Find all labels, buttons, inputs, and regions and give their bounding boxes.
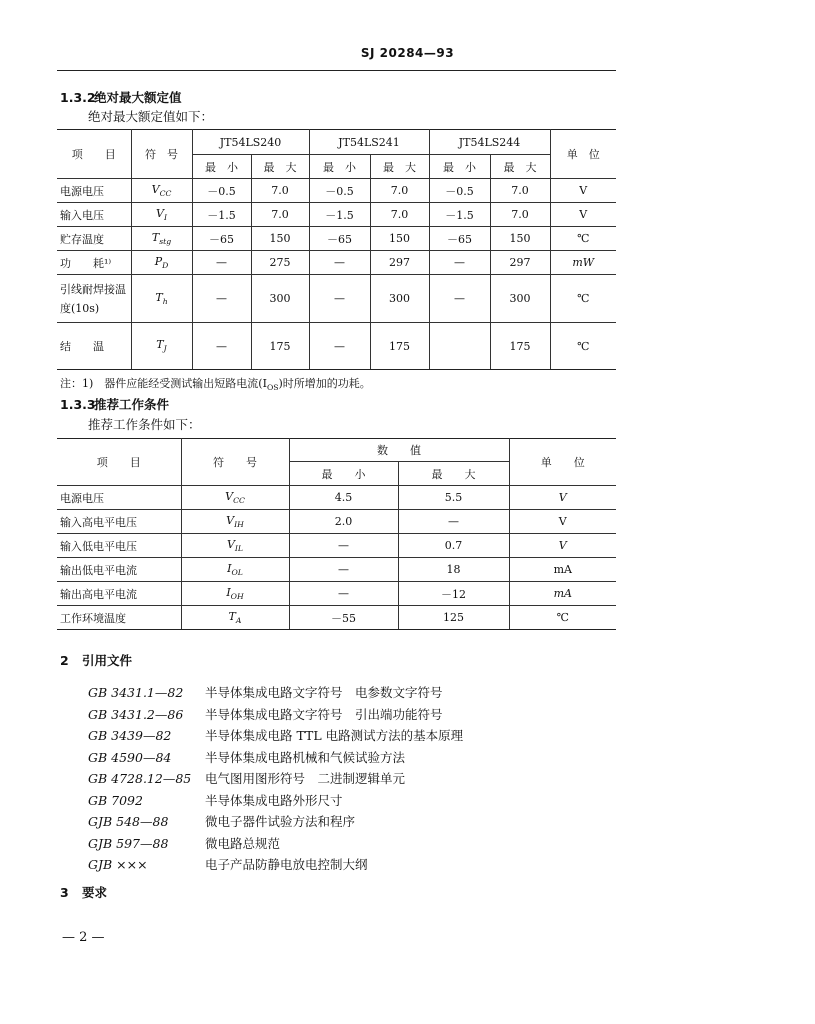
table-row (57, 323, 616, 370)
row-item: 输出高电平电流 (57, 582, 181, 606)
cell: 300 (370, 275, 429, 323)
header-item: 项 目 (57, 130, 131, 179)
header-unit: 单 位 (509, 439, 616, 486)
list-item (88, 768, 463, 790)
cell-max: 5.5 (398, 486, 509, 510)
header-min: 最 小 (192, 155, 251, 179)
cell: 175 (370, 323, 429, 370)
section-number: 2 (60, 653, 69, 668)
header-max: 最 大 (251, 155, 309, 179)
ref-title: 半导体集成电路文字符号 引出端功能符号 (205, 706, 443, 722)
table-row (57, 534, 616, 558)
table-row (57, 510, 616, 534)
row-symbol: $I_{OL}$ (181, 558, 289, 582)
cell: －1.5 (309, 203, 370, 227)
section-number: 1.3.3 (60, 397, 96, 412)
ref-code: GB 4590—84 (88, 749, 172, 765)
section-heading-1-3-3 (60, 395, 169, 413)
ref-title: 微电子器件试验方法和程序 (205, 814, 356, 829)
absolute-max-ratings-table (57, 129, 616, 370)
row-item: 输入低电平电压 (57, 534, 181, 558)
table-row (57, 179, 616, 203)
reference-list (88, 682, 463, 876)
cell: — (429, 275, 490, 323)
ref-title: 半导体集成电路 TTL 电路测试方法的基本原理 (205, 728, 464, 743)
section-number: 3 (60, 885, 69, 900)
row-symbol: $T_J$ (131, 323, 192, 370)
row-item: 输入高电平电压 (57, 510, 181, 534)
cell: 300 (490, 275, 550, 323)
cell-min: — (289, 558, 398, 582)
cell: 7.0 (251, 179, 309, 203)
row-unit: V (509, 534, 616, 558)
cell: －65 (192, 227, 251, 251)
header-value: 数 值 (289, 439, 509, 462)
list-item (88, 833, 463, 855)
section-intro: 绝对最大额定值如下： (88, 109, 214, 124)
header-item: 项 目 (57, 439, 181, 486)
row-unit: mA (509, 582, 616, 606)
ref-title: 半导体集成电路机械和气候试验方法 (205, 749, 406, 765)
ref-title: 半导体集成电路外形尺寸 (205, 792, 343, 808)
row-symbol: $T_{stg}$ (131, 227, 192, 251)
header-min: 最 小 (429, 155, 490, 179)
row-symbol: $P_D$ (131, 251, 192, 275)
header-min: 最 小 (309, 155, 370, 179)
header-min: 最 小 (289, 462, 398, 486)
cell: 297 (490, 251, 550, 275)
header-unit: 单 位 (550, 130, 616, 179)
cell: 7.0 (490, 203, 550, 227)
row-symbol: $V_{CC}$ (181, 486, 289, 510)
cell-max: 125 (398, 606, 509, 630)
cell: 7.0 (370, 179, 429, 203)
cell: — (429, 251, 490, 275)
recommended-conditions-table (57, 438, 616, 630)
section-title: 要求 (82, 885, 108, 900)
ref-title: 半导体集成电路文字符号 电参数文字符号 (205, 685, 443, 700)
cell: 7.0 (490, 179, 550, 203)
header-max: 最 大 (490, 155, 550, 179)
cell-min: — (289, 534, 398, 558)
row-item: 结 温 (57, 323, 131, 370)
cell: 7.0 (370, 203, 429, 227)
table-row (57, 606, 616, 630)
row-unit: V (509, 486, 616, 510)
table-row (57, 275, 616, 323)
ref-title: 电气图用图形符号 二进制逻辑单元 (205, 771, 406, 786)
cell: 150 (251, 227, 309, 251)
cell: 150 (370, 227, 429, 251)
header-device-3: JT54LS244 (429, 130, 550, 155)
cell-min: — (289, 582, 398, 606)
cell (429, 323, 490, 370)
ref-code: GB 4728.12—85 (88, 771, 192, 786)
table-row (57, 251, 616, 275)
row-unit: V (550, 203, 616, 227)
row-item: 引线耐焊接温度(10s) (57, 275, 131, 323)
cell-min: 2.0 (289, 510, 398, 534)
row-item: 电源电压 (57, 179, 131, 203)
section-heading-1-3-2 (60, 88, 182, 106)
standard-number-header: SJ 20284—93 (360, 46, 455, 60)
row-symbol: $I_{OH}$ (181, 582, 289, 606)
section-heading-2 (60, 651, 132, 669)
header-symbol: 符 号 (181, 439, 289, 486)
cell: －0.5 (309, 179, 370, 203)
section-title: 引用文件 (82, 653, 133, 668)
row-symbol: $V_{IH}$ (181, 510, 289, 534)
header-device-1: JT54LS240 (192, 130, 309, 155)
ref-code: GB 7092 (88, 792, 143, 808)
ref-title: 电子产品防静电放电控制大纲 (205, 857, 368, 872)
cell: 300 (251, 275, 309, 323)
cell: — (309, 251, 370, 275)
cell: — (192, 323, 251, 370)
cell-min: －55 (289, 606, 398, 630)
cell-max: 0.7 (398, 534, 509, 558)
cell-max: — (398, 510, 509, 534)
ref-code: GB 3431.2—86 (88, 706, 184, 722)
cell-max: 18 (398, 558, 509, 582)
cell-min: 4.5 (289, 486, 398, 510)
cell: 150 (490, 227, 550, 251)
row-symbol: $T_A$ (181, 606, 289, 630)
ref-code: GJB ××× (88, 857, 148, 872)
list-item (88, 811, 463, 833)
cell: 275 (251, 251, 309, 275)
row-item: 贮存温度 (57, 227, 131, 251)
row-item: 电源电压 (57, 486, 181, 510)
cell: 297 (370, 251, 429, 275)
row-unit: V (550, 179, 616, 203)
row-item: 功 耗¹⁾ (57, 251, 131, 275)
list-item (88, 747, 463, 769)
section-intro: 推荐工作条件如下： (88, 417, 201, 432)
row-item: 工作环境温度 (57, 606, 181, 630)
header-symbol: 符 号 (131, 130, 192, 179)
header-max: 最 大 (398, 462, 509, 486)
ref-code: GB 3439—82 (88, 728, 172, 743)
row-unit: ℃ (550, 275, 616, 323)
row-item: 输入电压 (57, 203, 131, 227)
cell: — (192, 251, 251, 275)
ref-code: GJB 548—88 (88, 814, 169, 829)
row-unit: V (509, 510, 616, 534)
table-row (57, 227, 616, 251)
cell: 175 (251, 323, 309, 370)
header-rule (57, 70, 616, 71)
table-row (57, 582, 616, 606)
row-symbol: $V_I$ (131, 203, 192, 227)
page-number: — 2 — (62, 930, 105, 945)
section-number: 1.3.2 (60, 90, 96, 105)
section-title: 绝对最大额定值 (94, 90, 182, 105)
list-item (88, 725, 463, 747)
table-row (57, 558, 616, 582)
ref-code: GJB 597—88 (88, 835, 169, 851)
list-item (88, 682, 463, 704)
row-unit: ℃ (550, 323, 616, 370)
header-max: 最 大 (370, 155, 429, 179)
cell: －65 (309, 227, 370, 251)
section-heading-3 (60, 883, 107, 901)
cell: 7.0 (251, 203, 309, 227)
list-item (88, 790, 463, 812)
row-item: 输出低电平电流 (57, 558, 181, 582)
row-symbol: $T_h$ (131, 275, 192, 323)
cell: －1.5 (192, 203, 251, 227)
row-symbol: $V_{IL}$ (181, 534, 289, 558)
cell: — (192, 275, 251, 323)
row-unit: mW (550, 251, 616, 275)
row-symbol: $V_{CC}$ (131, 179, 192, 203)
table-row (57, 486, 616, 510)
cell: －0.5 (192, 179, 251, 203)
table-footnote: 注：1) 器件应能经受测试输出短路电流$(I_{OS})$时所增加的功耗。 (60, 377, 371, 393)
cell-max: －12 (398, 582, 509, 606)
ref-title: 微电路总规范 (205, 835, 281, 851)
cell: －1.5 (429, 203, 490, 227)
cell: — (309, 323, 370, 370)
row-unit: ℃ (509, 606, 616, 630)
row-unit: ℃ (550, 227, 616, 251)
row-unit: mA (509, 558, 616, 582)
header-device-2: JT54LS241 (309, 130, 429, 155)
cell: －0.5 (429, 179, 490, 203)
table-row (57, 203, 616, 227)
cell: －65 (429, 227, 490, 251)
section-title: 推荐工作条件 (94, 397, 170, 412)
cell: — (309, 275, 370, 323)
cell: 175 (490, 323, 550, 370)
list-item (88, 704, 463, 726)
ref-code: GB 3431.1—82 (88, 685, 184, 700)
list-item (88, 854, 463, 876)
